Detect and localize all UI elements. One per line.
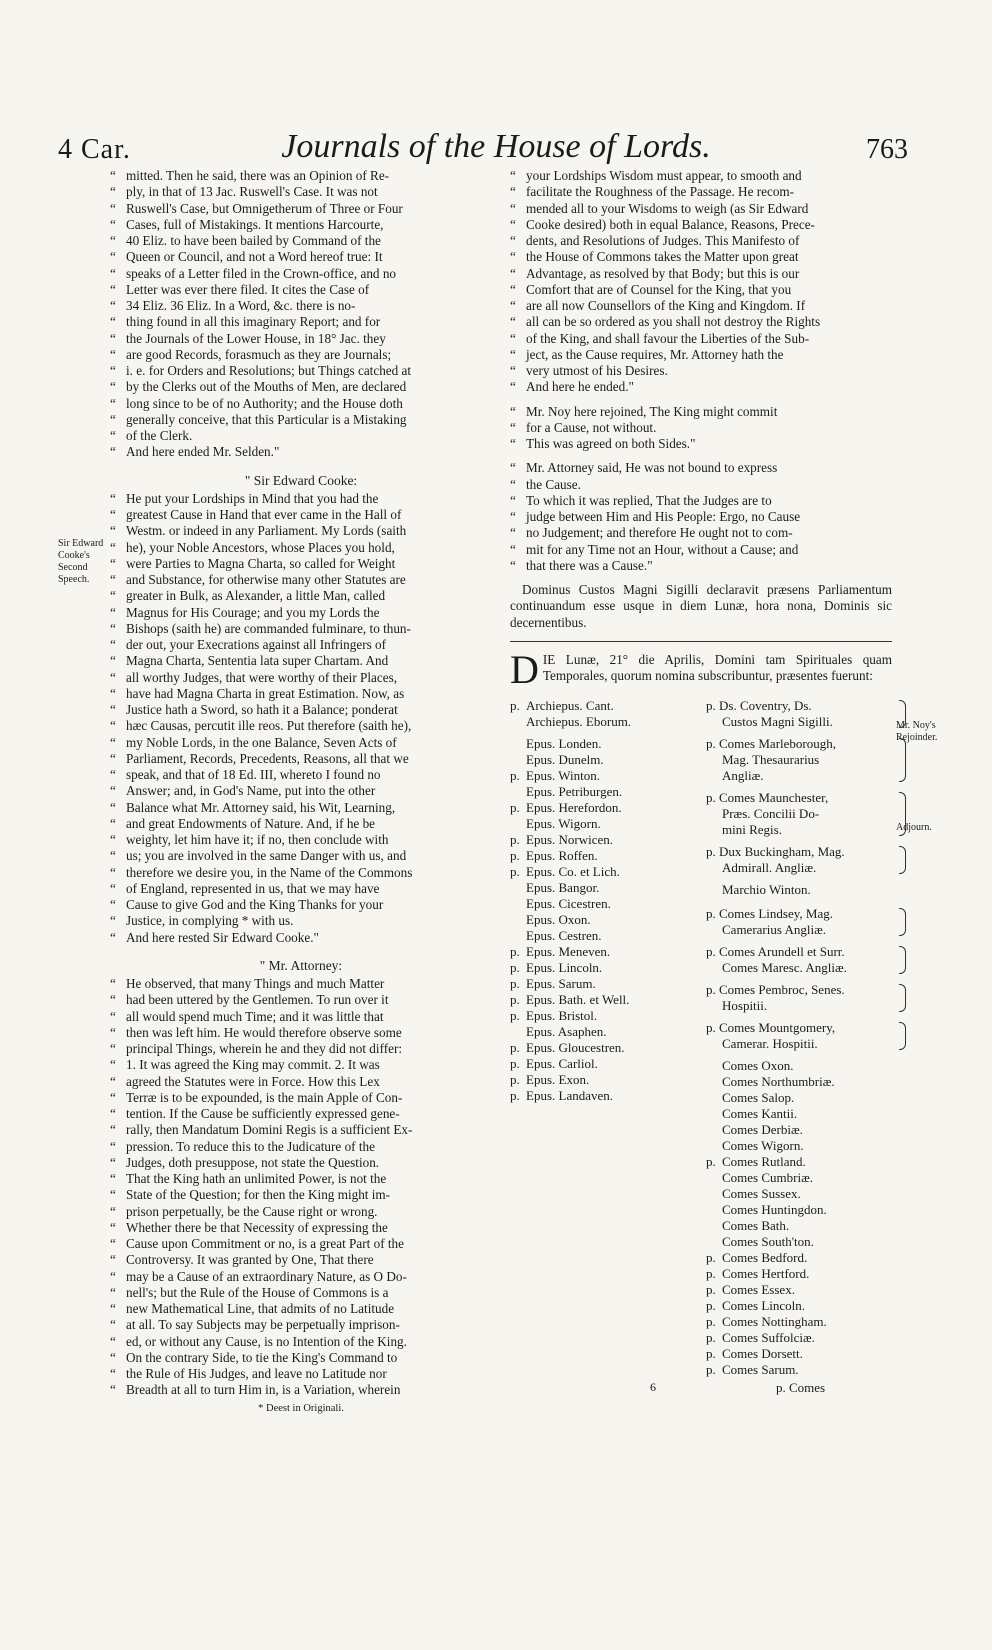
- present-mark: p.: [510, 992, 520, 1008]
- text-line: “ hæc Causas, percutit ille reos. Put therefore (saith he),: [110, 718, 492, 734]
- lord-entry: [706, 1218, 906, 1234]
- lord-name: Comes South'ton.: [722, 1234, 814, 1250]
- speaker-attorney: " Mr. Attorney:: [259, 957, 343, 973]
- noy-rejoinder-1: “ Mr. Noy here rejoined, The King might commit: [510, 404, 892, 420]
- lord-entry: [510, 944, 700, 960]
- text-line: “ Terræ is to be expounded, is the main Apple of Con-: [110, 1090, 492, 1106]
- text-line: “ Magnus for His Courage; and you my Lords the: [110, 605, 492, 621]
- lord-name: Epus. Bath. et Well.: [526, 992, 630, 1008]
- lord-entry: [706, 1186, 906, 1202]
- text-line: “ greatest Cause in Hand that ever came in the Hall of: [110, 507, 492, 523]
- text-line: “ On the contrary Side, to tie the King's Command to: [110, 1350, 492, 1366]
- text-line: “ all worthy Judges, that were worthy of their Places,: [110, 670, 492, 686]
- text-line: “ State of the Question; for then the King might im-: [110, 1187, 492, 1203]
- selden-speech: [110, 168, 492, 444]
- text-line: “ new Mathematical Line, that admits of no Latitude: [110, 1301, 492, 1317]
- text-line: “ by the Clerks out of the Mouths of Men, are declared: [110, 379, 492, 395]
- present-mark: p.: [510, 944, 520, 960]
- present-mark: p.: [510, 1056, 520, 1072]
- footnote: * Deest in Originali.: [258, 1402, 344, 1414]
- text-line: “ mit for any Time not an Hour, without a Cause; and: [510, 542, 892, 558]
- text-line: “ Answer; and, in God's Name, put into the other: [110, 783, 492, 799]
- text-line: “ all can be so ordered as you shall not destroy the Rights: [510, 314, 892, 330]
- lord-entry: [510, 1072, 700, 1088]
- braced-lord-entry: [706, 844, 906, 876]
- text-line: “ Judges, doth presuppose, not state the Question.: [110, 1155, 492, 1171]
- text-line: “ principal Things, wherein he and they did not differ:: [110, 1041, 492, 1057]
- text-line: “ nell's; but the Rule of the House of Commons is a: [110, 1285, 492, 1301]
- agreed-both-sides: “ This was agreed on both Sides.": [510, 436, 892, 452]
- text-line: “ the Journals of the Lower House, in 18° Jac. they: [110, 331, 492, 347]
- lord-title-line: p. Dux Buckingham, Mag.: [706, 844, 845, 860]
- lord-title-line: Hospitii.: [722, 998, 768, 1014]
- braced-lord-entry: [706, 906, 906, 938]
- lord-entry: [510, 714, 700, 730]
- attorney-speech: [110, 976, 492, 1399]
- text-line: “ very utmost of his Desires.: [510, 363, 892, 379]
- present-mark: p.: [510, 1088, 520, 1104]
- lord-entry: [510, 752, 700, 768]
- lord-entry: [510, 736, 700, 752]
- lord-name: Comes Wigorn.: [722, 1138, 804, 1154]
- text-line: “ That the King hath an unlimited Power, is not the: [110, 1171, 492, 1187]
- lord-title-line: p. Ds. Coventry, Ds.: [706, 698, 812, 714]
- present-mark: p.: [706, 1346, 716, 1362]
- lord-name: Epus. Norwicen.: [526, 832, 614, 848]
- present-mark: p.: [510, 848, 520, 864]
- left-column: [110, 168, 492, 1417]
- braced-lord-entry: [706, 736, 906, 784]
- present-mark: p.: [706, 1362, 716, 1378]
- lord-entry: [510, 1056, 700, 1072]
- lord-title-line: p. Comes Pembroc, Senes.: [706, 982, 845, 998]
- lord-name: Comes Salop.: [722, 1090, 795, 1106]
- lord-name: Epus. Roffen.: [526, 848, 598, 864]
- present-mark: p.: [706, 1314, 716, 1330]
- lord-name: Comes Cumbriæ.: [722, 1170, 814, 1186]
- lord-entry: [510, 1040, 700, 1056]
- text-line: “ then was left him. He would therefore observe some: [110, 1025, 492, 1041]
- text-line: “ that there was a Cause.": [510, 558, 892, 574]
- text-line: “ i. e. for Orders and Resolutions; but Things catched at: [110, 363, 492, 379]
- lord-name: Comes Rutland.: [722, 1154, 806, 1170]
- present-mark: p.: [510, 1072, 520, 1088]
- text-line: “ facilitate the Roughness of the Passage. He recom-: [510, 184, 892, 200]
- attorney-said-1: “ Mr. Attorney said, He was not bound to express: [510, 460, 892, 476]
- lord-name: Epus. Landaven.: [526, 1088, 614, 1104]
- lord-entry: [706, 1058, 906, 1074]
- text-line: “ generally conceive, that this Particular is a Mistaking: [110, 412, 492, 428]
- text-line: “ of the Clerk.: [110, 428, 492, 444]
- lord-entry: [510, 1024, 700, 1040]
- lord-name: Comes Kantii.: [722, 1106, 798, 1122]
- text-line: “ ject, as the Cause requires, Mr. Attorney hath the: [510, 347, 892, 363]
- lord-entry: [706, 1362, 906, 1378]
- attendance-lists: [510, 698, 892, 1378]
- lord-name: Epus. Cestren.: [526, 928, 602, 944]
- lord-title-line: Comes Maresc. Angliæ.: [722, 960, 847, 976]
- lord-name: Epus. Bangor.: [526, 880, 600, 896]
- text-line: “ the Rule of His Judges, and leave no Latitude nor: [110, 1366, 492, 1382]
- temporal-lords-list: [706, 698, 906, 1378]
- present-mark: p.: [706, 1330, 716, 1346]
- text-line: “ had been uttered by the Gentlemen. To run over it: [110, 992, 492, 1008]
- text-line: “ Parliament, Records, Precedents, Reasons, all that we: [110, 751, 492, 767]
- text-line: “ 1. It was agreed the King may commit. 2. It was: [110, 1057, 492, 1073]
- lord-title-line: Admirall. Angliæ.: [722, 860, 817, 876]
- present-mark: p.: [510, 800, 520, 816]
- marchio-entry: Marchio Winton.: [722, 882, 811, 898]
- lord-entry: [706, 1106, 906, 1122]
- ended-selden: “ And here ended Mr. Selden.": [110, 444, 492, 460]
- lord-entry: [706, 1346, 906, 1362]
- lord-name: Epus. Bristol.: [526, 1008, 598, 1024]
- speaker-cooke: " Sir Edward Cooke:: [244, 472, 358, 488]
- right-column: [510, 168, 892, 1378]
- text-line: “ Controversy. It was granted by One, That there: [110, 1252, 492, 1268]
- catchword: p. Comes: [776, 1380, 826, 1396]
- text-line: “ 40 Eliz. to have been bailed by Command of the: [110, 233, 492, 249]
- signature-mark: 6: [650, 1380, 656, 1395]
- lord-name: Comes Essex.: [722, 1282, 795, 1298]
- lord-entry: [706, 1250, 906, 1266]
- lord-name: Comes Derbiæ.: [722, 1122, 803, 1138]
- text-line: “ have had Magna Charta in great Estimation. Now, as: [110, 686, 492, 702]
- text-line: “ Advantage, as resolved by that Body; but this is our: [510, 266, 892, 282]
- text-line: “ at all. To say Subjects may be perpetually imprison-: [110, 1317, 492, 1333]
- text-line: “ prison perpetually, be the Cause right or wrong.: [110, 1204, 492, 1220]
- drop-cap: D: [510, 646, 539, 692]
- text-line: “ were Parties to Magna Charta, so called for Weight: [110, 556, 492, 572]
- text-line: “ Whether there be that Necessity of expressing the: [110, 1220, 492, 1236]
- braced-lord-entry: [706, 1020, 906, 1052]
- text-line: “ are all now Counsellors of the King and Kingdom. If: [510, 298, 892, 314]
- noy-rejoinder-2: “ for a Cause, not without.: [510, 420, 892, 436]
- lord-entry: [706, 1298, 906, 1314]
- text-line: “ ply, in that of 13 Jac. Ruswell's Case. It was not: [110, 184, 492, 200]
- lord-entry: [706, 1282, 906, 1298]
- lord-entry: [706, 1170, 906, 1186]
- present-mark: p.: [510, 1008, 520, 1024]
- braced-lord-entry: [706, 698, 906, 730]
- cooke-speech: [110, 491, 492, 930]
- text-line: “ Justice, in complying * with us.: [110, 913, 492, 929]
- lord-title-line: Custos Magni Sigilli.: [722, 714, 833, 730]
- die-lunae-text: IE Lunæ, 21° die Aprilis, Domini tam Spirituales quam Temporales, quorum nomina subscribuntur, præsentes fuerunt:: [542, 651, 892, 683]
- lord-name: Comes Hertford.: [722, 1266, 810, 1282]
- rested-cooke: “ And here rested Sir Edward Cooke.": [110, 930, 492, 946]
- lord-name: Epus. Carliol.: [526, 1056, 598, 1072]
- text-line: “ therefore we desire you, in the Name of the Commons: [110, 865, 492, 881]
- braced-lord-entry: [706, 944, 906, 976]
- lord-name: Epus. Co. et Lich.: [526, 864, 620, 880]
- lord-entry: [510, 912, 700, 928]
- margin-note-adjourn: Adjourn.: [896, 822, 932, 833]
- present-mark: p.: [510, 1040, 520, 1056]
- lord-title-line: p. Comes Maunchester,: [706, 790, 829, 806]
- text-line: “ mitted. Then he said, there was an Opinion of Re-: [110, 168, 492, 184]
- text-line: “ of England, represented in us, that we may have: [110, 881, 492, 897]
- lord-name: Epus. Wigorn.: [526, 816, 601, 832]
- text-line: “ long since to be of no Authority; and the House doth: [110, 396, 492, 412]
- lord-entry: [510, 1008, 700, 1024]
- text-line: “ mended all to your Wisdoms to weigh (as Sir Edward: [510, 201, 892, 217]
- lord-entry: [706, 1154, 906, 1170]
- text-line: “ He put your Lordships in Mind that you had the: [110, 491, 492, 507]
- braced-lord-entry: [706, 982, 906, 1014]
- lord-entry: [510, 848, 700, 864]
- lord-name: Epus. Asaphen.: [526, 1024, 607, 1040]
- present-mark: p.: [510, 960, 520, 976]
- adjournment-notice: Dominus Custos Magni Sigilli declaravit præsens Parliamentum continuandum esse usque in diem Lunæ, hora nona, Dominis sic decernentibus.: [510, 582, 892, 630]
- text-line: “ Balance what Mr. Attorney said, his Wit, Learning,: [110, 800, 492, 816]
- present-mark: p.: [706, 1282, 716, 1298]
- text-line: “ dents, and Resolutions of Judges. This Manifesto of: [510, 233, 892, 249]
- lord-name: Epus. Oxon.: [526, 912, 591, 928]
- lord-entry: [510, 832, 700, 848]
- text-line: “ He observed, that many Things and much Matter: [110, 976, 492, 992]
- die-lunae-heading: [510, 646, 892, 692]
- text-line: “ thing found in all this imaginary Report; and for: [110, 314, 492, 330]
- text-line: “ all would spend much Time; and it was little that: [110, 1009, 492, 1025]
- text-line: “ Cause to give God and the King Thanks for your: [110, 897, 492, 913]
- present-mark: p.: [510, 832, 520, 848]
- lord-title-line: Præs. Concilii Do-: [722, 806, 820, 822]
- lord-name: Epus. Dunelm.: [526, 752, 604, 768]
- text-line: “ and Substance, for otherwise many other Statutes are: [110, 572, 492, 588]
- lord-entry: [706, 1314, 906, 1330]
- text-line: “ no Judgement; and therefore He ought not to com-: [510, 525, 892, 541]
- lord-name: Comes Bedford.: [722, 1250, 808, 1266]
- lord-entry: [510, 864, 700, 880]
- lord-entry: [706, 1202, 906, 1218]
- lord-name: Epus. Cicestren.: [526, 896, 611, 912]
- lord-title-line: p. Comes Lindsey, Mag.: [706, 906, 833, 922]
- margin-note-noy: Mr. Noy's Rejoinder.: [896, 720, 938, 743]
- lord-name: Archiepus. Cant.: [526, 698, 614, 714]
- text-line: “ ed, or without any Cause, is no Intention of the King.: [110, 1334, 492, 1350]
- text-line: “ Queen or Council, and not a Word hereof true: It: [110, 249, 492, 265]
- lord-name: Comes Lincoln.: [722, 1298, 806, 1314]
- lord-entry: [510, 976, 700, 992]
- text-line: “ agreed the Statutes were in Force. How this Lex: [110, 1074, 492, 1090]
- lord-entry: [510, 928, 700, 944]
- text-line: “ my Noble Lords, in the one Balance, Seven Acts of: [110, 735, 492, 751]
- text-line: “ of the King, and shall favour the Liberties of the Sub-: [510, 331, 892, 347]
- lord-name: Epus. Londen.: [526, 736, 602, 752]
- lord-title-line: Camerarius Angliæ.: [722, 922, 826, 938]
- lord-title-line: mini Regis.: [722, 822, 782, 838]
- present-mark: p.: [510, 976, 520, 992]
- lord-entry: [510, 800, 700, 816]
- text-line: “ Cases, full of Mistakings. It mentions Harcourte,: [110, 217, 492, 233]
- present-mark: p.: [510, 768, 520, 784]
- text-line: “ are good Records, forasmuch as they are Journals;: [110, 347, 492, 363]
- lord-name: Comes Suffolciæ.: [722, 1330, 815, 1346]
- lord-title-line: Mag. Thesaurarius: [722, 752, 820, 768]
- lord-name: Comes Dorsett.: [722, 1346, 803, 1362]
- text-line: “ Cooke desired) both in equal Balance, Reasons, Prece-: [510, 217, 892, 233]
- lord-name: Comes Huntingdon.: [722, 1202, 827, 1218]
- lord-entry: [706, 1266, 906, 1282]
- lord-entry: [706, 1074, 906, 1090]
- lord-name: Epus. Gloucestren.: [526, 1040, 625, 1056]
- lord-entry: [510, 784, 700, 800]
- text-line: “ Cause upon Commitment or no, is a great Part of the: [110, 1236, 492, 1252]
- lord-entry: [510, 880, 700, 896]
- lord-entry: [706, 1330, 906, 1346]
- lord-name: Comes Oxon.: [722, 1058, 794, 1074]
- text-line: “ Breadth at all to turn Him in, is a Variation, wherein: [110, 1382, 492, 1398]
- lord-name: Epus. Exon.: [526, 1072, 590, 1088]
- lord-name: Epus. Sarum.: [526, 976, 596, 992]
- text-line: “ Magna Charta, Sententia lata super Chartam. And: [110, 653, 492, 669]
- ended-attorney: “ And here he ended.": [510, 379, 892, 395]
- text-line: “ rally, then Mandatum Domini Regis is a sufficient Ex-: [110, 1122, 492, 1138]
- margin-note-cooke: Sir Edward Cooke's Second Speech.: [58, 538, 104, 585]
- lord-name: Archiepus. Eborum.: [526, 714, 632, 730]
- text-line: “ Letter was ever there filed. It cites the Case of: [110, 282, 492, 298]
- text-line: “ may be a Cause of an extraordinary Nature, as O Do-: [110, 1269, 492, 1285]
- header-title: Journals of the House of Lords.: [281, 128, 711, 165]
- lord-name: Comes Nottingham.: [722, 1314, 827, 1330]
- lord-entry: [706, 1138, 906, 1154]
- text-line: “ Bishops (saith he) are commanded fulminare, to thun-: [110, 621, 492, 637]
- lord-name: Epus. Meneven.: [526, 944, 611, 960]
- text-line: “ pression. To reduce this to the Judicature of the: [110, 1139, 492, 1155]
- lord-title-line: Angliæ.: [722, 768, 764, 784]
- lord-entry: [510, 896, 700, 912]
- reply: [510, 493, 892, 574]
- text-line: “ tention. If the Cause be sufficiently expressed gene-: [110, 1106, 492, 1122]
- header-regnal-year: 4 Car.: [58, 134, 131, 165]
- text-line: “ speak, and that of 18 Ed. III, whereto I found no: [110, 767, 492, 783]
- present-mark: p.: [706, 1154, 716, 1170]
- present-mark: p.: [706, 1250, 716, 1266]
- lord-title-line: p. Comes Marleborough,: [706, 736, 836, 752]
- lord-name: Epus. Winton.: [526, 768, 600, 784]
- lord-name: Epus. Petriburgen.: [526, 784, 623, 800]
- lord-entry: [510, 992, 700, 1008]
- present-mark: p.: [510, 864, 520, 880]
- lord-name: Comes Bath.: [722, 1218, 790, 1234]
- lord-title-line: Camerar. Hospitii.: [722, 1036, 818, 1052]
- lord-name: Comes Sussex.: [722, 1186, 801, 1202]
- lord-entry: [510, 768, 700, 784]
- text-line: “ judge between Him and His People: Ergo, no Cause: [510, 509, 892, 525]
- attorney-speech-continued: [510, 168, 892, 379]
- section-rule: [510, 641, 892, 642]
- braced-lord-entry: [706, 790, 906, 838]
- lord-name: Comes Northumbriæ.: [722, 1074, 835, 1090]
- text-line: “ der out, your Execrations against all Infringers of: [110, 637, 492, 653]
- lord-entry: [510, 1088, 700, 1104]
- text-line: “ Justice hath a Sword, so hath it a Balance; ponderat: [110, 702, 492, 718]
- lord-entry: [510, 816, 700, 832]
- text-line: “ weighty, let him have it; if no, then conclude with: [110, 832, 492, 848]
- text-line: “ 34 Eliz. 36 Eliz. In a Word, &c. there is no-: [110, 298, 492, 314]
- text-line: “ the House of Commons takes the Matter upon great: [510, 249, 892, 265]
- spiritual-lords-list: [510, 698, 700, 1104]
- text-line: “ speaks of a Letter filed in the Crown-office, and no: [110, 266, 492, 282]
- lord-entry: [510, 960, 700, 976]
- lord-name: Epus. Lincoln.: [526, 960, 603, 976]
- text-line: “ he), your Noble Ancestors, whose Places you hold,: [110, 540, 492, 556]
- lord-entry: [706, 1234, 906, 1250]
- present-mark: p.: [706, 1298, 716, 1314]
- lord-entry: [706, 1090, 906, 1106]
- lord-title-line: p. Comes Arundell et Surr.: [706, 944, 845, 960]
- text-line: “ Ruswell's Case, but Omnigetherum of Three or Four: [110, 201, 492, 217]
- text-line: “ greater in Bulk, as Alexander, a little Man, called: [110, 588, 492, 604]
- lord-entry: [510, 698, 700, 714]
- present-mark: p.: [706, 1266, 716, 1282]
- lord-entry: [706, 1122, 906, 1138]
- text-line: “ To which it was replied, That the Judges are to: [510, 493, 892, 509]
- text-line: “ Comfort that are of Counsel for the King, that you: [510, 282, 892, 298]
- attorney-said-2: “ the Cause.: [510, 477, 892, 493]
- lord-name: Comes Sarum.: [722, 1362, 799, 1378]
- text-line: “ your Lordships Wisdom must appear, to smooth and: [510, 168, 892, 184]
- text-line: “ and great Endowments of Nature. And, if he be: [110, 816, 492, 832]
- lord-name: Epus. Herefordon.: [526, 800, 622, 816]
- text-line: “ Westm. or indeed in any Parliament. My Lords (saith: [110, 523, 492, 539]
- header-page-number: 763: [866, 134, 908, 165]
- text-line: “ us; you are involved in the same Danger with us, and: [110, 848, 492, 864]
- lord-title-line: p. Comes Mountgomery,: [706, 1020, 836, 1036]
- present-mark: p.: [510, 698, 520, 714]
